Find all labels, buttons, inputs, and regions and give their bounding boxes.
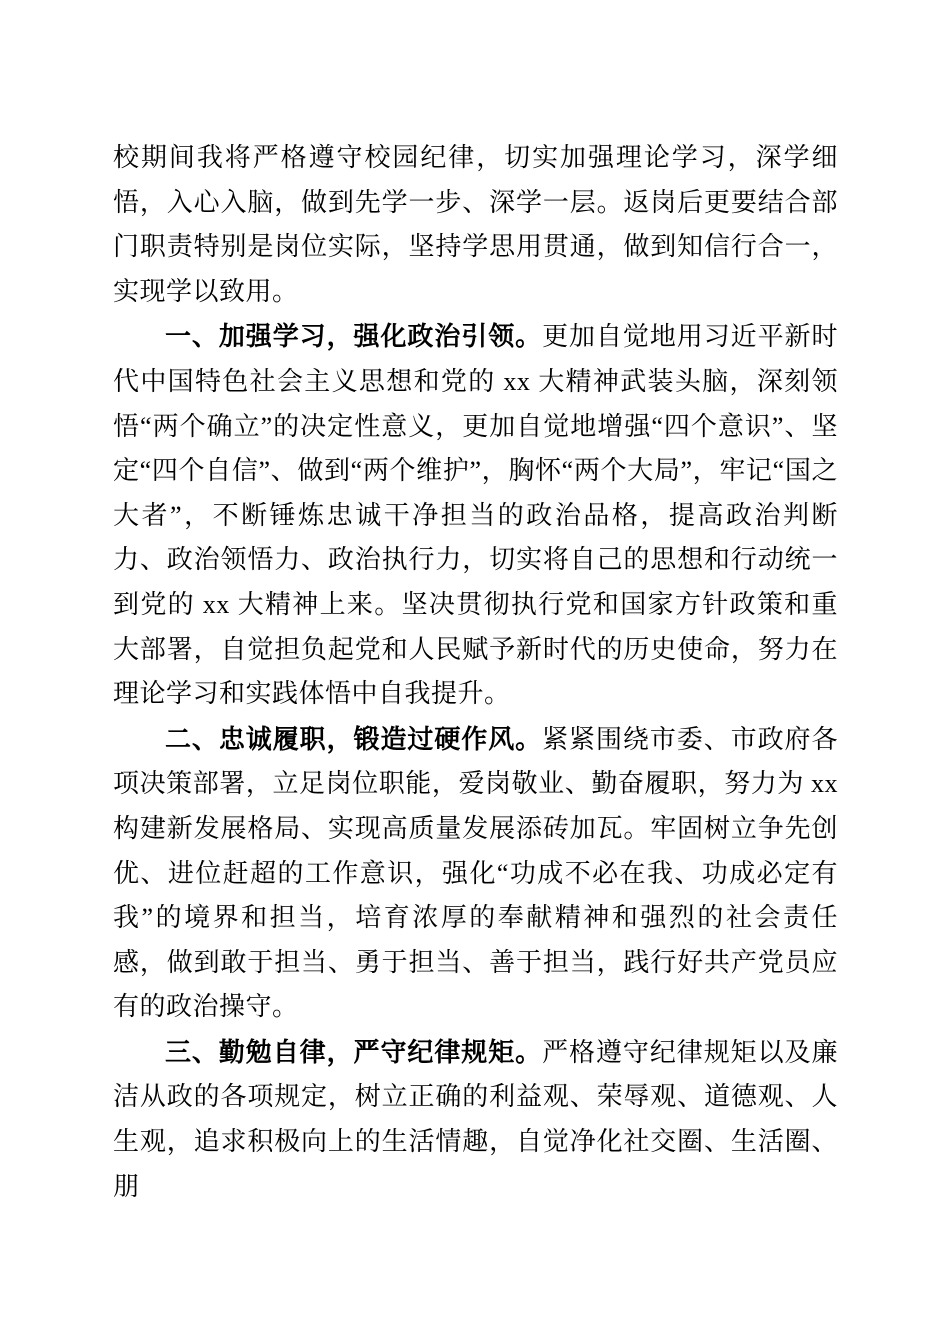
section-3-heading: 三、勤勉自律，严守纪律规矩。 xyxy=(165,1036,543,1067)
section-2-heading: 二、忠诚履职，锻造过硬作风。 xyxy=(165,723,543,754)
section-1-paragraph xyxy=(113,314,838,716)
section-2-paragraph xyxy=(113,717,838,1030)
paragraph-text: 严格遵守纪律规矩以及廉洁从政的各项规定，树立正确的利益观、荣辱观、道德观、人生观，追求积极向上的生活情趣，自觉净化社交圈、生活圈、朋 xyxy=(113,1037,838,1201)
section-1-heading: 一、加强学习，强化政治引领。 xyxy=(165,321,543,352)
paragraph-text: 紧紧围绕市委、市政府各项决策部署，立足岗位职能，爱岗敬业、勤奋履职，努力为 xx 构建新发展格局、实现高质量发展添砖加瓦。牢固树立争先创优、进位赶超的工作意识，强化“功成不必在我、功成必定有我”的境界和担当，培育浓厚的奉献精神和强烈的社会责任感，做到敢于担当、勇于担当、善于担当，践行好共产党员应有的政治操守。 xyxy=(113,724,838,1022)
paragraph-text: 更加自觉地用习近平新时代中国特色社会主义思想和党的 xx 大精神武装头脑，深刻领悟“两个确立”的决定性意义，更加自觉地增强“四个意识”、坚定“四个自信”、做到“两个维护”，胸怀“两个大局”，牢记“国之大者”，不断锤炼忠诚干净担当的政治品格，提高政治判断力、政治领悟力、政治执行力，切实将自己的思想和行动统一到党的 xx 大精神上来。坚决贯彻执行党和国家方针政策和重大部署，自觉担负起党和人民赋予新时代的历史使命，努力在理论学习和实践体悟中自我提升。 xyxy=(113,322,838,709)
section-3-paragraph xyxy=(113,1030,838,1209)
paragraph-text: 校期间我将严格遵守校园纪律，切实加强理论学习，深学细悟，入心入脑，做到先学一步、深学一层。返岗后更要结合部门职责特别是岗位实际，坚持学思用贯通，做到知信行合一，实现学以致用。 xyxy=(113,143,838,306)
paragraph-continuation xyxy=(113,136,838,314)
